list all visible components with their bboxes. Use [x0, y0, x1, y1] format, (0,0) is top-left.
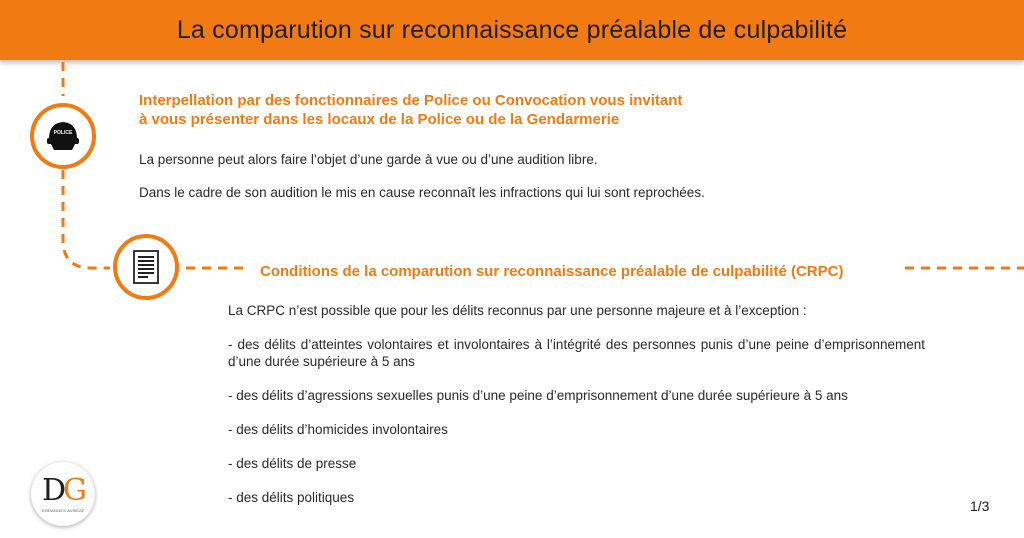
exception-item-5: - des délits politiques — [228, 490, 355, 505]
page-number: 1/3 — [970, 498, 990, 514]
step2-title: Conditions de la comparution sur reconnaissance préalable de culpabilité (CRPC) — [260, 263, 844, 280]
exception-item-2: - des délits d’agressions sexuelles punis d’une peine d’emprisonnement d’une durée supérieure à 5 ans — [228, 388, 848, 403]
exception-item-1: - des délits d’atteintes volontaires et involontaires à l’intégrité des personnes punis d’une peine d’emprisonnement d’une durée supérieure à 5 ans — [228, 337, 925, 369]
step1-paragraph-2: Dans le cadre de son audition le mis en cause reconnaît les infractions qui lui sont reprochées. — [139, 185, 705, 200]
logo-mark — [41, 472, 85, 508]
page-title: La comparution sur reconnaissance préalable de culpabilité — [176, 15, 848, 44]
exception-item-3: - des délits d’homicides involontaires — [228, 422, 448, 437]
firm-logo — [31, 462, 95, 526]
police-cap-icon — [43, 119, 83, 153]
logo-letter-g: G — [63, 472, 85, 508]
step1-icon-circle — [30, 103, 96, 169]
step2-icon-circle — [113, 234, 179, 300]
cap-label: POLICE — [53, 130, 73, 136]
step1-paragraph-1: La personne peut alors faire l’objet d’une garde à vue ou d’une audition libre. — [139, 152, 598, 167]
step1-title-line2: à vous présenter dans les locaux de la Police ou de la Gendarmerie — [139, 111, 620, 128]
step1-title-line1: Interpellation par des fonctionnaires de Police ou Convocation vous invitant — [139, 92, 683, 109]
logo-letter-d: D — [41, 472, 64, 508]
exception-item-4: - des délits de presse — [228, 456, 357, 471]
step2-intro: La CRPC n’est possible que pour les délits reconnus par une personne majeure et à l’exception : — [228, 303, 807, 318]
document-icon — [132, 250, 160, 284]
logo-subtitle: DORANGES AVOCAT — [41, 507, 85, 513]
